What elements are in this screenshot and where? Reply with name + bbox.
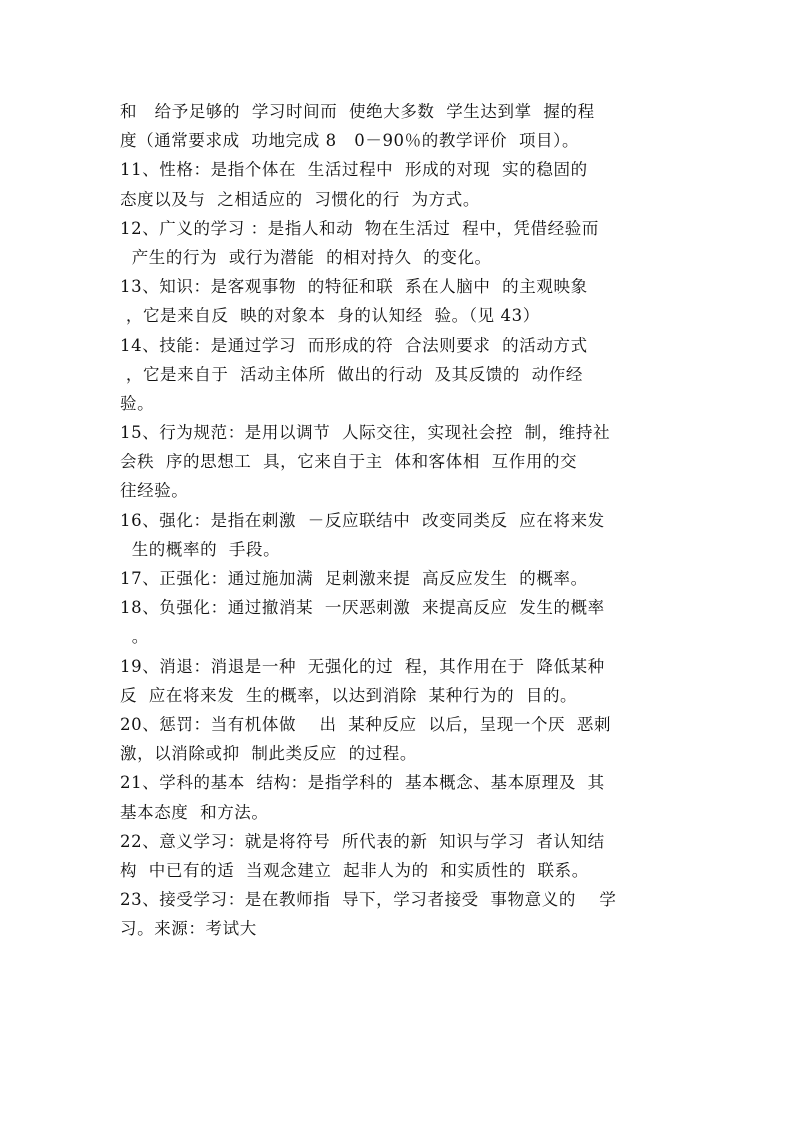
text-line: 度（通常要求成 功地完成 8 0－90％的教学评价 项目）。 [120, 131, 580, 151]
text-line: 态度以及与 之相适应的 习惯化的行 为方式。 [120, 189, 480, 209]
text-line: 产生的行为 或行为潜能 的相对持久 的变化。 [120, 247, 492, 267]
text-line: 11、性格：是指个体在 生活过程中 形成的对现 实的稳固的 [120, 160, 588, 180]
text-line: 生的概率的 手段。 [120, 539, 281, 559]
document-body [120, 97, 686, 943]
text-line: 17、正强化：通过施加满 足刺激来提 高反应发生 的概率。 [120, 569, 588, 588]
text-line: ，它是来自反 映的对象本 身的认知经 验。（见 43） [120, 306, 540, 326]
text-line: 18、负强化：通过撤消某 一厌恶刺激 来提高反应 发生的概率 [120, 598, 605, 618]
text-line: 21、学科的基本 结构：是指学科的 基本概念、基本原理及 其 [120, 773, 605, 793]
text-line: 会秩 序的思想工 具，它来自于主 体和客体相 互作用的交 [120, 452, 578, 472]
text-line: 22、意义学习：就是将符号 所代表的新 知识与学习 者认知结 [120, 831, 605, 851]
text-line: 基本态度 和方法。 [120, 802, 269, 822]
text-line: 往经验。 [120, 481, 189, 501]
text-line: 激，以消除或抑 制此类反应 的过程。 [120, 744, 417, 764]
text-line: 和 给予足够的 学习时间而 使绝大多数 学生达到掌 握的程 [120, 102, 595, 121]
text-line: 。 [120, 627, 149, 647]
text-line: 构 中已有的适 当观念建立 起非人为的 和实质性的 联系。 [120, 860, 589, 880]
text-line: 13、知识：是客观事物 的特征和联 系在人脑中 的主观映象 [120, 277, 588, 297]
text-line: 19、消退：消退是一种 无强化的过 程，其作用在于 降低某种 [120, 656, 605, 676]
text-line: 12、广义的学习 ：是指人和动 物在生活过 程中，凭借经验而 [120, 218, 599, 238]
text-line: 反 应在将来发 生的概率，以达到消除 某种行为的 目的。 [120, 685, 578, 705]
text-line: 15、行为规范：是用以调节 人际交往，实现社会控 制，维持社 [120, 423, 611, 443]
text-line: ，它是来自于 活动主体所 做出的行动 及其反馈的 动作经 [120, 364, 584, 384]
text-line: 习。来源：考试大 [120, 919, 257, 939]
text-line: 23、接受学习：是在教师指 导下，学习者接受 事物意义的 学 [120, 890, 617, 910]
text-line: 14、技能：是通过学习 而形成的符 合法则要求 的活动方式 [120, 335, 588, 355]
text-line: 20、惩罚：当有机体做 出 某种反应 以后，呈现一个厌 恶刺 [120, 714, 612, 734]
text-line: 验。 [120, 393, 155, 413]
text-line: 16、强化：是指在刺激 －反应联结中 改变同类反 应在将来发 [120, 510, 605, 530]
